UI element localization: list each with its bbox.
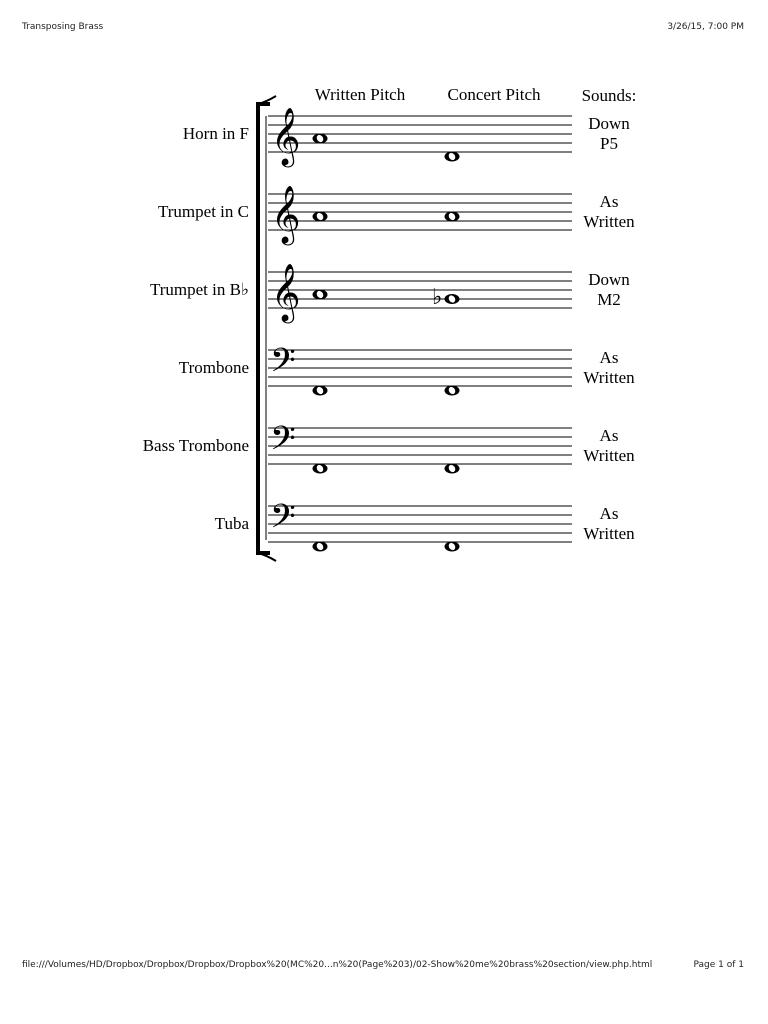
sounds-label-line1: Down — [588, 114, 630, 133]
sounds-label-line1: As — [599, 348, 619, 367]
written-pitch-note — [313, 212, 328, 222]
staff-row — [150, 263, 630, 324]
concert-pitch-note — [445, 152, 460, 162]
treble-clef-icon: 𝄞 — [271, 263, 301, 321]
staff-row — [215, 498, 635, 552]
instrument-name: Horn in F — [182, 124, 249, 143]
column-heading-concert: Concert Pitch — [447, 85, 541, 104]
written-pitch-note — [313, 134, 328, 144]
bass-clef-icon: 𝄢 — [270, 342, 296, 388]
instrument-name: Trombone — [178, 358, 249, 377]
file-path: file:///Volumes/HD/Dropbox/Dropbox/Dropbox/Dropbox%20(MC%20...n%20(Page%203)/02-Show%20me%20brass%20section/view.php.html — [22, 960, 653, 970]
staff-lines — [268, 272, 572, 308]
sounds-label-line1: As — [599, 504, 619, 523]
concert-pitch-note — [445, 542, 460, 552]
sounds-label-line1: As — [599, 192, 619, 211]
concert-pitch-note — [445, 386, 460, 396]
instrument-name: Trumpet in B♭ — [149, 280, 249, 299]
concert-pitch-note — [445, 294, 460, 304]
sounds-label-line2: Written — [583, 524, 635, 543]
concert-pitch-note — [445, 464, 460, 474]
sounds-label-line2: Written — [583, 368, 635, 387]
bass-clef-icon: 𝄢 — [270, 420, 296, 466]
staff-row — [158, 185, 635, 246]
document-title: Transposing Brass — [22, 22, 104, 32]
written-pitch-note — [313, 290, 328, 300]
sounds-label-line2: Written — [583, 212, 635, 231]
staff-lines — [268, 116, 572, 152]
written-pitch-note — [313, 386, 328, 396]
page-number: Page 1 of 1 — [693, 960, 744, 970]
column-heading-written: Written Pitch — [314, 85, 406, 104]
staff-lines — [268, 428, 572, 464]
staff-row — [143, 420, 635, 474]
sounds-label-line1: Down — [588, 270, 630, 289]
bass-clef-icon: 𝄢 — [270, 498, 296, 544]
written-pitch-note — [313, 464, 328, 474]
sounds-label-line1: As — [599, 426, 619, 445]
system-bracket — [258, 96, 276, 561]
sounds-label-line2: Written — [583, 446, 635, 465]
column-heading-sounds: Sounds: — [581, 86, 637, 105]
staff-lines — [268, 506, 572, 542]
staff-row — [183, 107, 630, 168]
print-datetime: 3/26/15, 7:00 PM — [667, 22, 744, 32]
treble-clef-icon: 𝄞 — [271, 107, 301, 165]
instrument-name: Tuba — [214, 514, 249, 533]
concert-pitch-note — [445, 212, 460, 222]
flat-accidental-icon: ♭ — [432, 285, 443, 310]
instrument-name: Bass Trombone — [142, 436, 249, 455]
staff-lines — [268, 194, 572, 230]
treble-clef-icon: 𝄞 — [271, 185, 301, 243]
staff-row — [179, 342, 635, 396]
sounds-label-line2: P5 — [600, 134, 618, 153]
instrument-name: Trumpet in C — [157, 202, 249, 221]
sounds-label-line2: M2 — [597, 290, 621, 309]
written-pitch-note — [313, 542, 328, 552]
staff-lines — [268, 350, 572, 386]
